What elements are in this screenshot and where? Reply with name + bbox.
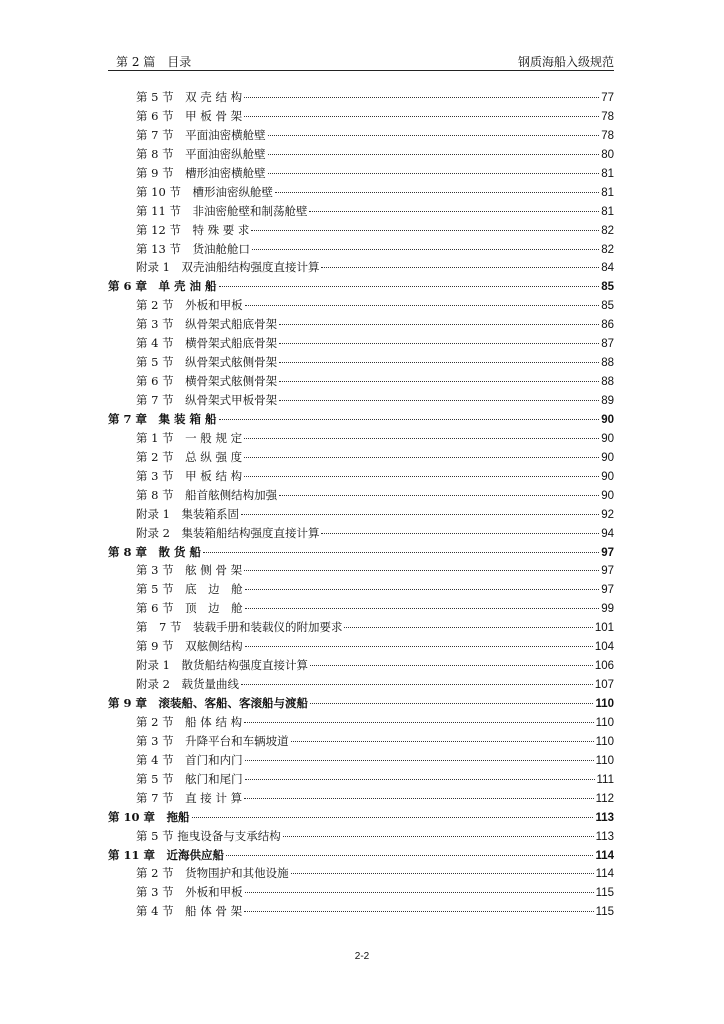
toc-entry-label: 第 5 节 拖曳设备与支承结构 xyxy=(136,828,281,843)
toc-section-entry[interactable] xyxy=(108,902,614,921)
toc-leader-dots xyxy=(268,135,600,136)
toc-page-number: 84 xyxy=(601,262,614,275)
toc-section-entry[interactable] xyxy=(108,202,614,221)
toc-section-entry[interactable] xyxy=(108,372,614,391)
toc-page-number: 88 xyxy=(601,357,614,370)
toc-page-number: 89 xyxy=(601,395,614,407)
toc-section-entry[interactable] xyxy=(108,713,614,732)
toc-entry-label: 附录 1 双壳油船结构强度直接计算 xyxy=(136,260,320,275)
toc-page-number: 85 xyxy=(601,281,614,294)
toc-entry-label: 第 6 节 甲 板 骨 架 xyxy=(136,108,243,123)
toc-leader-dots xyxy=(251,230,599,231)
toc-section-entry[interactable] xyxy=(108,353,614,372)
toc-page-number: 101 xyxy=(594,622,614,635)
toc-leader-dots xyxy=(219,419,600,420)
toc-leader-dots xyxy=(279,381,599,382)
toc-leader-dots xyxy=(268,154,600,155)
toc-leader-dots xyxy=(245,760,594,761)
toc-entry-label: 第 6 节 顶 边 舱 xyxy=(136,601,243,616)
toc-page-number: 88 xyxy=(601,376,614,389)
toc-leader-dots xyxy=(241,684,593,685)
toc-page-number: 114 xyxy=(595,849,614,862)
toc-leader-dots xyxy=(241,514,599,515)
toc-page-number: 115 xyxy=(595,906,614,919)
toc-leader-dots xyxy=(192,817,594,818)
toc-section-entry[interactable] xyxy=(108,391,614,410)
toc-section-entry[interactable] xyxy=(108,675,614,694)
toc-entry-label: 第 11 节 非油密舱壁和制荡舱壁 xyxy=(136,203,308,218)
toc-leader-dots xyxy=(310,665,593,666)
toc-section-entry[interactable] xyxy=(108,126,614,145)
toc-entry-label: 第 2 节 总 纵 强 度 xyxy=(136,449,243,464)
toc-section-entry[interactable] xyxy=(108,164,614,183)
toc-leader-dots xyxy=(203,552,599,553)
table-of-contents xyxy=(108,88,614,921)
toc-page-number: 87 xyxy=(601,338,614,351)
toc-chapter-entry[interactable] xyxy=(108,410,614,429)
toc-section-entry[interactable] xyxy=(108,864,614,883)
toc-leader-dots xyxy=(245,779,595,780)
toc-leader-dots xyxy=(291,741,594,742)
toc-section-entry[interactable] xyxy=(108,505,614,524)
page-number: 2-2 xyxy=(354,951,370,962)
toc-page-number: 97 xyxy=(601,584,614,597)
toc-entry-label: 附录 1 集装箱系固 xyxy=(136,506,239,521)
toc-section-entry[interactable] xyxy=(108,656,614,675)
toc-leader-dots xyxy=(245,646,593,647)
toc-section-entry[interactable] xyxy=(108,221,614,240)
toc-leader-dots xyxy=(244,911,594,912)
toc-entry-label: 第 5 节 双 壳 结 构 xyxy=(136,90,243,104)
toc-entry-label: 第 10 章 拖船 xyxy=(108,809,190,824)
toc-section-entry[interactable] xyxy=(108,524,614,543)
toc-entry-label: 第 3 节 纵骨架式船底骨架 xyxy=(136,317,278,332)
toc-section-entry[interactable] xyxy=(108,145,614,164)
toc-leader-dots xyxy=(245,305,600,306)
toc-page-number: 104 xyxy=(594,641,614,654)
toc-section-entry[interactable] xyxy=(108,732,614,751)
toc-chapter-entry[interactable] xyxy=(108,277,614,296)
toc-entry-label: 第 6 章 单 壳 油 船 xyxy=(108,279,217,294)
toc-page-number: 90 xyxy=(601,413,614,426)
toc-page-number: 82 xyxy=(601,243,614,256)
toc-leader-dots xyxy=(268,173,600,174)
toc-section-entry[interactable] xyxy=(108,258,614,277)
toc-leader-dots xyxy=(309,211,599,212)
toc-section-entry[interactable] xyxy=(108,827,614,846)
toc-section-entry[interactable] xyxy=(108,637,614,656)
toc-page-number: 111 xyxy=(596,773,614,786)
toc-entry-label: 第 4 节 横骨架式船底骨架 xyxy=(136,336,278,351)
toc-entry-label: 第 4 节 船 体 骨 架 xyxy=(136,904,243,919)
toc-leader-dots xyxy=(245,589,600,590)
toc-page-number: 110 xyxy=(595,735,614,748)
toc-page-number: 97 xyxy=(601,565,614,578)
toc-page-number: 81 xyxy=(601,186,614,199)
toc-entry-label: 第 5 节 底 边 舱 xyxy=(136,582,243,597)
toc-leader-dots xyxy=(275,192,599,193)
toc-page-number: 110 xyxy=(595,716,614,729)
toc-section-entry[interactable] xyxy=(108,618,614,637)
toc-page-number: 90 xyxy=(601,451,614,464)
toc-leader-dots xyxy=(244,97,599,98)
toc-entry-label: 附录 1 散货船结构强度直接计算 xyxy=(136,658,308,673)
toc-entry-label: 第 7 章 集 装 箱 船 xyxy=(108,411,217,426)
toc-page-number: 107 xyxy=(594,679,614,692)
toc-section-entry[interactable] xyxy=(108,429,614,448)
header-document-title: 钢质海船入级规范 xyxy=(517,55,614,69)
toc-entry-label: 第 7 节 装载手册和装载仪的附加要求 xyxy=(136,620,343,635)
toc-section-entry[interactable] xyxy=(108,107,614,126)
toc-leader-dots xyxy=(226,855,593,856)
toc-leader-dots xyxy=(252,249,599,250)
toc-entry-label: 第 3 节 外板和甲板 xyxy=(136,885,243,900)
toc-entry-label: 第 1 节 一 般 规 定 xyxy=(136,430,243,445)
toc-page-number: 78 xyxy=(601,110,614,123)
toc-section-entry[interactable] xyxy=(108,467,614,486)
toc-entry-label: 第 7 节 平面油密横舱壁 xyxy=(136,127,266,142)
toc-leader-dots xyxy=(244,570,599,571)
toc-entry-label: 第 9 节 槽形油密横舱壁 xyxy=(136,165,266,180)
toc-section-entry[interactable] xyxy=(108,789,614,808)
header-section-title: 第 2 篇 目录 xyxy=(116,55,192,69)
toc-page-number: 113 xyxy=(595,811,614,824)
toc-page-number: 82 xyxy=(601,224,614,237)
header-rule xyxy=(108,70,614,71)
toc-section-entry[interactable] xyxy=(108,561,614,580)
toc-entry-label: 第 13 节 货油舱舱口 xyxy=(136,241,250,256)
toc-entry-label: 第 3 节 甲 板 结 构 xyxy=(136,468,243,483)
toc-entry-label: 第 10 节 槽形油密纵舱壁 xyxy=(136,184,273,199)
toc-page-number: 106 xyxy=(594,660,614,673)
toc-section-entry[interactable] xyxy=(108,88,614,107)
page-header xyxy=(108,50,614,70)
toc-page-number: 94 xyxy=(601,527,614,540)
toc-section-entry[interactable] xyxy=(108,883,614,902)
toc-entry-label: 第 2 节 船 体 结 构 xyxy=(136,714,243,729)
toc-leader-dots xyxy=(244,438,599,439)
toc-section-entry[interactable] xyxy=(108,751,614,770)
toc-page-number: 115 xyxy=(595,887,614,900)
toc-page-number: 81 xyxy=(601,205,614,218)
toc-leader-dots xyxy=(245,892,594,893)
toc-leader-dots xyxy=(321,533,599,534)
toc-section-entry[interactable] xyxy=(108,240,614,259)
toc-entry-label: 第 11 章 近海供应船 xyxy=(108,847,225,862)
toc-page-number: 78 xyxy=(601,129,614,142)
toc-entry-label: 附录 2 集装箱船结构强度直接计算 xyxy=(136,525,320,540)
toc-chapter-entry[interactable] xyxy=(108,808,614,827)
toc-chapter-entry[interactable] xyxy=(108,543,614,562)
toc-entry-label: 第 4 节 首门和内门 xyxy=(136,752,243,767)
toc-chapter-entry[interactable] xyxy=(108,694,614,713)
toc-entry-label: 第 5 节 纵骨架式舷侧骨架 xyxy=(136,355,278,370)
toc-section-entry[interactable] xyxy=(108,315,614,334)
toc-chapter-entry[interactable] xyxy=(108,846,614,865)
toc-page-number: 90 xyxy=(601,470,614,483)
toc-entry-label: 第 5 节 舷门和尾门 xyxy=(136,771,243,786)
toc-leader-dots xyxy=(245,608,600,609)
toc-leader-dots xyxy=(244,457,599,458)
toc-page-number: 99 xyxy=(601,603,614,616)
toc-leader-dots xyxy=(244,116,599,117)
toc-page-number: 86 xyxy=(601,319,614,332)
toc-entry-label: 第 3 节 舷 侧 骨 架 xyxy=(136,563,243,578)
toc-page-number: 85 xyxy=(601,300,614,313)
toc-leader-dots xyxy=(244,722,594,723)
toc-leader-dots xyxy=(310,703,593,704)
toc-entry-label: 第 12 节 特 殊 要 求 xyxy=(136,222,250,237)
toc-page-number: 90 xyxy=(601,489,614,502)
toc-section-entry[interactable] xyxy=(108,334,614,353)
toc-section-entry[interactable] xyxy=(108,183,614,202)
toc-entry-label: 附录 2 载货量曲线 xyxy=(136,677,239,692)
toc-entry-label: 第 9 章 滚装船、客船、客滚船与渡船 xyxy=(108,696,309,710)
toc-page-number: 112 xyxy=(595,792,614,805)
toc-page-number: 113 xyxy=(595,830,614,843)
toc-page-number: 114 xyxy=(595,868,614,881)
toc-entry-label: 第 2 节 货物围护和其他设施 xyxy=(136,866,289,881)
toc-leader-dots xyxy=(279,324,599,325)
toc-page-number: 81 xyxy=(601,167,614,180)
toc-entry-label: 第 8 节 平面油密纵舱壁 xyxy=(136,146,266,161)
toc-leader-dots xyxy=(244,798,594,799)
toc-page-number: 97 xyxy=(601,546,614,559)
toc-entry-label: 第 7 节 纵骨架式甲板骨架 xyxy=(136,393,278,407)
toc-section-entry[interactable] xyxy=(108,448,614,467)
toc-section-entry[interactable] xyxy=(108,599,614,618)
toc-entry-label: 第 9 节 双舷侧结构 xyxy=(136,639,243,654)
toc-page-number: 77 xyxy=(601,92,614,104)
toc-section-entry[interactable] xyxy=(108,770,614,789)
toc-leader-dots xyxy=(291,873,594,874)
toc-leader-dots xyxy=(279,400,599,401)
toc-page-number: 92 xyxy=(601,508,614,521)
toc-leader-dots xyxy=(279,343,599,344)
toc-leader-dots xyxy=(279,495,599,496)
toc-entry-label: 第 2 节 外板和甲板 xyxy=(136,298,243,313)
toc-entry-label: 第 7 节 直 接 计 算 xyxy=(136,790,243,805)
toc-leader-dots xyxy=(283,836,594,837)
toc-leader-dots xyxy=(321,267,599,268)
toc-page-number: 110 xyxy=(595,698,614,710)
toc-entry-label: 第 6 节 横骨架式舷侧骨架 xyxy=(136,374,278,389)
toc-leader-dots xyxy=(219,286,600,287)
toc-leader-dots xyxy=(279,362,599,363)
toc-entry-label: 第 8 章 散 货 船 xyxy=(108,544,202,559)
toc-section-entry[interactable] xyxy=(108,296,614,315)
toc-page-number: 80 xyxy=(601,148,614,161)
toc-section-entry[interactable] xyxy=(108,486,614,505)
toc-section-entry[interactable] xyxy=(108,580,614,599)
toc-entry-label: 第 8 节 船首舷侧结构加强 xyxy=(136,487,278,502)
toc-leader-dots xyxy=(244,476,599,477)
toc-entry-label: 第 3 节 升降平台和车辆坡道 xyxy=(136,733,289,748)
toc-page-number: 110 xyxy=(595,754,614,767)
toc-leader-dots xyxy=(344,627,592,628)
toc-page-number: 90 xyxy=(601,432,614,445)
